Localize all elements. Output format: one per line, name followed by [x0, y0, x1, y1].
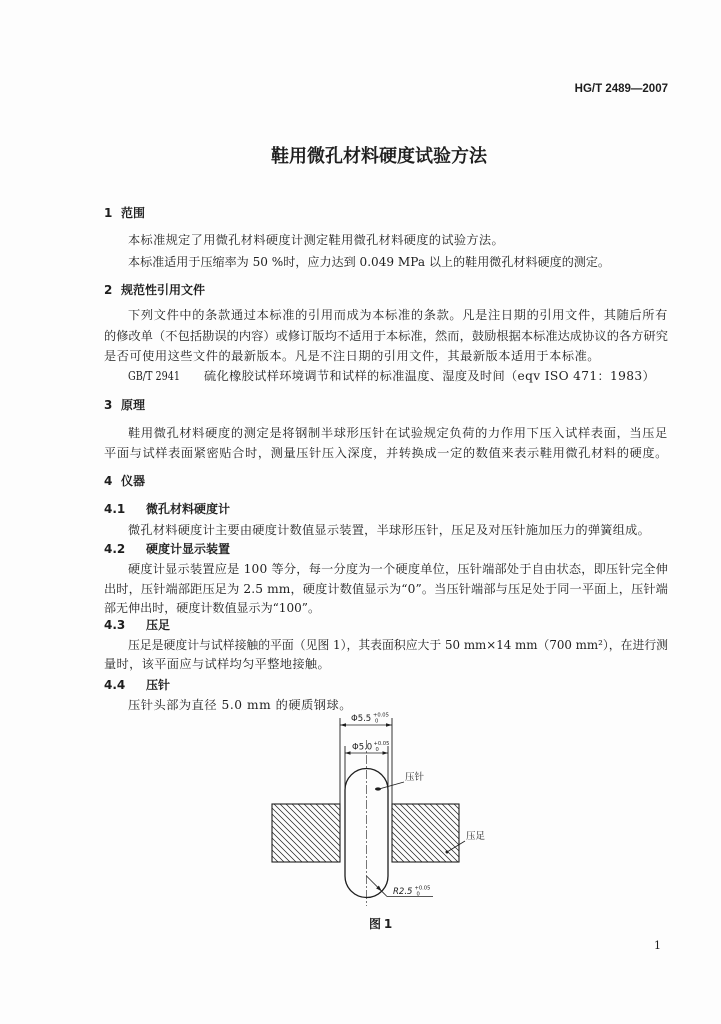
paragraph-line: 是否可使用这些文件的最新版本。凡是不注日期的引用文件，其最新版本适用于本标准。: [104, 349, 600, 363]
hatch-line: [272, 826, 308, 862]
hatch-line: [392, 856, 398, 862]
hatch-line: [272, 850, 284, 862]
paragraph-line: 压足是硬度计与试样接触的平面（见图 1），其表面积应大于 50 mm×14 mm（700 mm²），在进行测: [128, 638, 668, 652]
outer-dimension-arrow-left: [340, 723, 346, 727]
hatch-line: [412, 804, 459, 851]
outer-diameter-lower-tolerance: 0: [375, 718, 379, 725]
hatch-line: [316, 804, 340, 828]
hatch-line: [392, 850, 404, 862]
section-title: 规范性引用文件: [121, 283, 206, 297]
section-number: 1: [104, 206, 113, 220]
inner-diameter-label: Φ5.0: [352, 742, 373, 753]
hatch-line: [400, 804, 458, 862]
hatch-line: [430, 804, 459, 833]
page-number: 1: [654, 939, 661, 952]
hatch-line: [394, 804, 452, 862]
hatch-line: [406, 804, 459, 857]
section-title: 原理: [121, 398, 146, 412]
hatch-line: [298, 804, 340, 846]
hatch-line: [392, 808, 446, 862]
hatch-line: [272, 832, 302, 862]
tip-radius-label: R2.5: [393, 887, 413, 897]
reference-title: 硫化橡胶试样环境调节和试样的标准温度、湿度及时间（eqv ISO 471：1983）: [204, 369, 655, 383]
paragraph-line: 部无伸出时，硬度计数值显示为“100”。: [104, 601, 320, 615]
hatch-line: [448, 804, 459, 815]
subsection-number: 4.1: [104, 502, 126, 516]
section-1-heading: [104, 206, 145, 220]
paragraph-line: 本标准适用于压缩率为 50 %时，应力达到 0.049 MPa 以上的鞋用微孔材料硬度的测定。: [128, 255, 610, 269]
outer-dimension-arrow-right: [386, 723, 392, 727]
hatch-line: [272, 808, 326, 862]
hatch-line: [272, 838, 296, 862]
hatch-line: [274, 804, 332, 862]
paragraph-line: 量时，该平面应与试样均匀平整地接触。: [104, 657, 330, 671]
subsection-title: 压针: [146, 678, 171, 692]
paragraph-line: 的修改单（不包括勘误的内容）或修订版均不适用于本标准，然而，鼓励根据本标准达成协议的各方研究: [104, 329, 668, 343]
hatch-line: [418, 804, 459, 845]
tip-radius-lower-tolerance: 0: [416, 891, 420, 898]
section-2-heading: [104, 283, 205, 297]
indenter-leader-dot: [375, 787, 381, 790]
indenter-label: 压针: [405, 772, 425, 783]
presser-foot-leader-dot: [446, 851, 449, 854]
subsection-title: 压足: [146, 618, 171, 632]
paragraph-line: 下列文件中的条款通过本标准的引用而成为本标准的条款。凡是注日期的引用文件，其随后所有: [128, 308, 668, 322]
hatch-line: [286, 804, 340, 858]
outer-diameter-label: Φ5.5: [351, 714, 372, 724]
section-title: 仪器: [121, 474, 146, 488]
presser-foot-leader-line: [447, 841, 465, 852]
outer-diameter-upper-tolerance: +0.05: [373, 712, 389, 719]
section-number: 2: [104, 283, 113, 297]
hatch-line: [292, 804, 340, 852]
inner-diameter-upper-tolerance: +0.05: [373, 741, 390, 747]
document-title: 鞋用微孔材料硬度试验方法: [271, 146, 487, 167]
hatch-line: [454, 804, 459, 809]
presser-foot-left-block: [272, 804, 340, 862]
inner-dimension-arrow-left: [345, 751, 351, 754]
inner-diameter-lower-tolerance: 0: [375, 747, 379, 753]
paragraph-line: 硬度计显示装置应是 100 等分，每一分度为一个硬度单位，压针端部处于自由状态，即压针完全伸: [128, 562, 668, 576]
hatch-line: [392, 814, 440, 862]
section-title: 范围: [121, 206, 146, 220]
section-number: 4: [104, 474, 113, 488]
subsection-4-4-heading: [104, 678, 170, 692]
hatch-line: [392, 832, 422, 862]
hatch-line: [392, 826, 428, 862]
hatch-line: [304, 804, 340, 840]
hatch-line: [334, 804, 340, 810]
presser-foot-label: 压足: [466, 831, 486, 842]
tip-radius-upper-tolerance: +0.05: [414, 885, 431, 892]
paragraph-line: 本标准规定了用微孔材料硬度计测定鞋用微孔材料硬度的试验方法。: [128, 233, 504, 247]
subsection-4-1-heading: [104, 502, 230, 516]
section-4-heading: [104, 474, 145, 488]
paragraph-line: 平面与试样表面紧密贴合时，测量压针压入深度，并转换成一定的数值来表示鞋用微孔材料的硬度。: [104, 446, 668, 460]
inner-dimension-arrow-right: [383, 751, 389, 754]
paragraph-line: 压针头部为直径 5.0 mm 的硬质钢球。: [128, 698, 352, 712]
hatch-line: [280, 804, 338, 862]
reference-code: GB/T 2941: [128, 369, 180, 383]
hatch-line: [310, 804, 340, 834]
paragraph-line: 微孔材料硬度计主要由硬度计数值显示装置，半球形压针，压足及对压针施加压力的弹簧组成。: [128, 523, 650, 537]
hatch-line: [272, 856, 278, 862]
hatch-line: [392, 820, 434, 862]
section-3-heading: [104, 398, 145, 412]
figure-caption: 图1: [369, 917, 395, 931]
subsection-title: 微孔材料硬度计: [146, 502, 231, 516]
paragraph-line: 鞋用微孔材料硬度的测定是将钢制半球形压针在试验规定负荷的力作用下压入试样表面，当压足: [128, 426, 668, 440]
hatch-line: [272, 820, 314, 862]
hatch-line: [392, 838, 416, 862]
subsection-4-2-heading: [104, 542, 230, 556]
figure-indenter-diagram: [255, 708, 505, 908]
standard-code: HG/T 2489—2007: [574, 83, 668, 95]
subsection-number: 4.3: [104, 618, 126, 632]
subsection-number: 4.4: [104, 678, 126, 692]
hatch-line: [328, 804, 340, 816]
subsection-number: 4.2: [104, 542, 126, 556]
hatch-line: [436, 804, 459, 827]
section-number: 3: [104, 398, 113, 412]
subsection-4-3-heading: [104, 618, 170, 632]
paragraph-line: 出时，压针端部距压足为 2.5 mm，硬度计数值显示为“0”。当压针端部与压足处于同一平面上，压针端: [104, 582, 668, 596]
subsection-title: 硬度计显示装置: [146, 542, 231, 556]
hatch-line: [272, 814, 320, 862]
